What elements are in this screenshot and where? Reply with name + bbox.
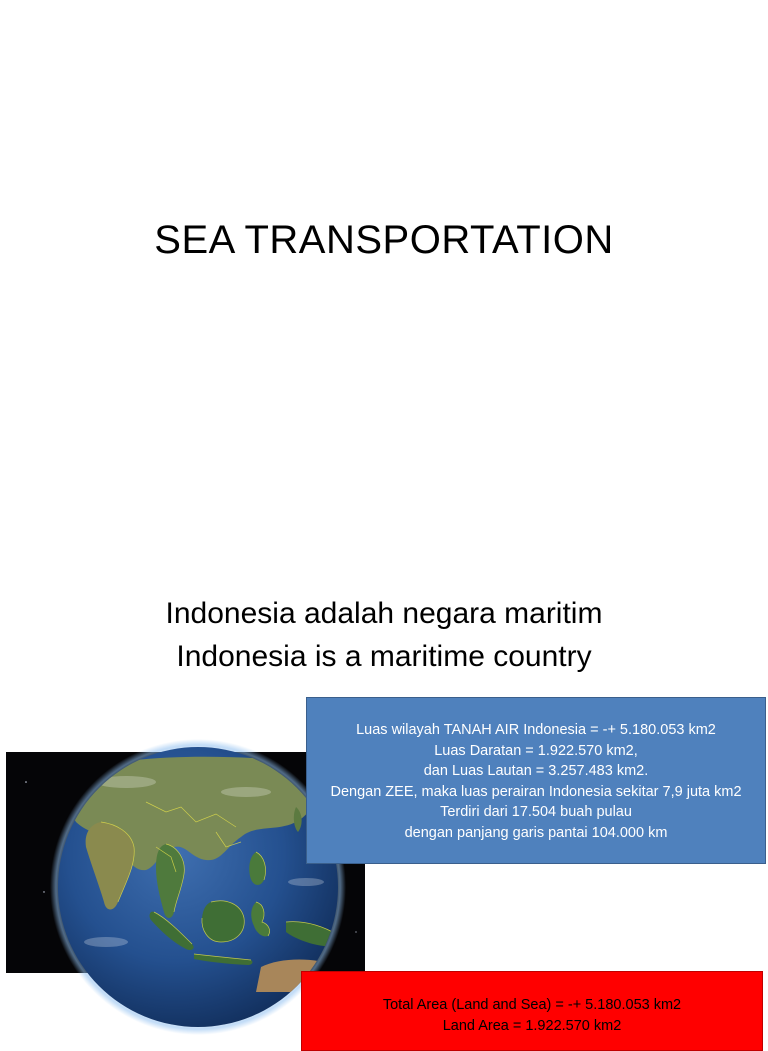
red-line-total-area: Total Area (Land and Sea) = -+ 5.180.053 km2 bbox=[382, 997, 682, 1013]
info-line-zee-area: Dengan ZEE, maka luas perairan Indonesia sekitar 7,9 juta km2 bbox=[330, 783, 742, 800]
english-area-info-box bbox=[301, 971, 763, 1051]
subtitle-indonesian: Indonesia adalah negara maritim bbox=[165, 597, 603, 630]
indonesia-area-info-box bbox=[306, 697, 766, 864]
info-line-sea-area: dan Luas Lautan = 3.257.483 km2. bbox=[423, 763, 649, 779]
red-line-land-area: Land Area = 1.922.570 km2 bbox=[442, 1017, 622, 1034]
info-line-total-area: Luas wilayah TANAH AIR Indonesia = -+ 5.180.053 km2 bbox=[356, 722, 716, 738]
info-line-islands: Terdiri dari 17.504 buah pulau bbox=[440, 804, 632, 820]
info-line-land-area: Luas Daratan = 1.922.570 km2, bbox=[434, 742, 638, 759]
subtitle-english: Indonesia is a maritime country bbox=[176, 640, 592, 673]
info-line-coastline: dengan panjang garis pantai 104.000 km bbox=[404, 824, 668, 841]
slide-title: SEA TRANSPORTATION bbox=[154, 218, 614, 262]
